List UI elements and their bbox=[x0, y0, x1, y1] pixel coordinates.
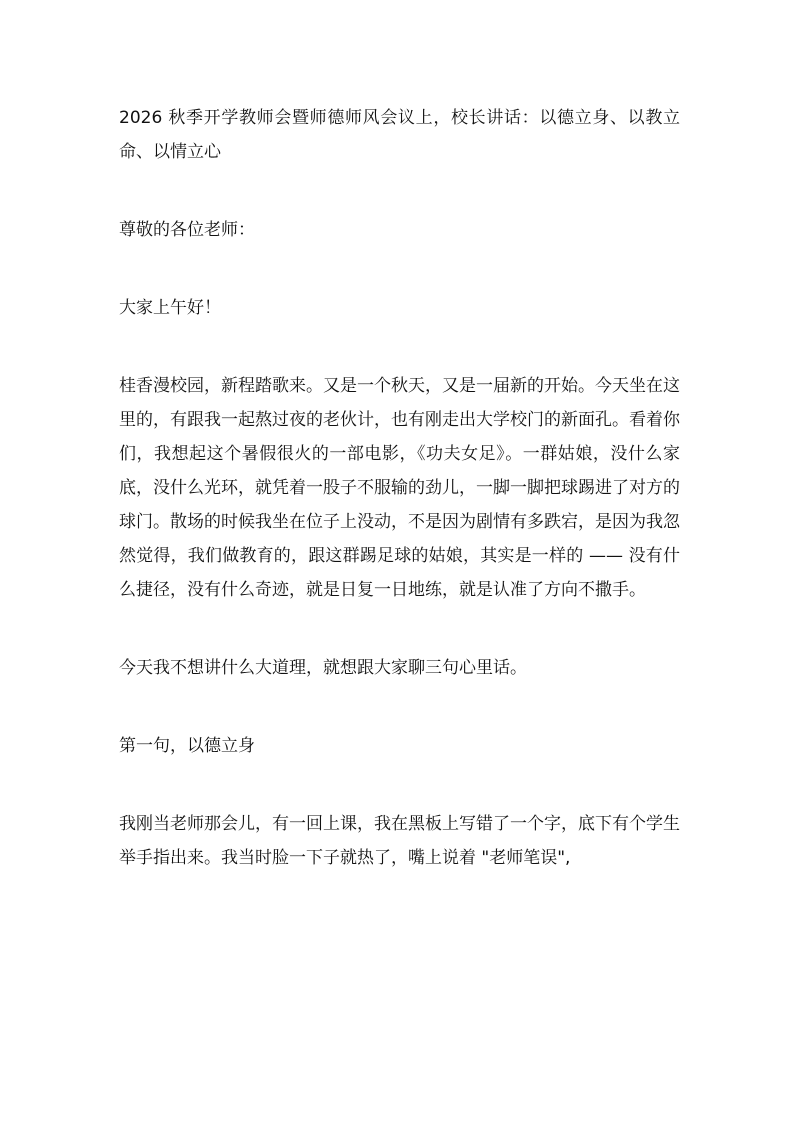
salutation: 尊敬的各位老师： bbox=[119, 220, 255, 240]
section-paragraph: 我刚当老师那会儿，有一回上课，我在黑板上写错了一个字，底下有个学生举手指出来。我当时脸一下子就热了，嘴上说着 "老师笔误", bbox=[119, 814, 680, 868]
intro-paragraph: 今天我不想讲什么大道理，就想跟大家聊三句心里话。 bbox=[119, 658, 527, 678]
section-heading: 第一句，以德立身 bbox=[119, 736, 255, 756]
opening-paragraph: 桂香漫校园，新程踏歌来。又是一个秋天，又是一届新的开始。今天坐在这里的，有跟我一起熬过夜的老伙计，也有刚走出大学校门的新面孔。看着你们，我想起这个暑假很火的一部电影，《功夫女足》。一群姑娘，没什么家底，没什么光环，就凭着一股子不服输的劲儿，一脚一脚把球踢进了对方的球门。散场的时候我坐在位子上没动，不是因为剧情有多跌宕，是因为我忽然觉得，我们做教育的，跟这群踢足球的姑娘，其实是一样的 —— 没有什么捷径，没有什么奇迹，就是日复一日地练，就是认准了方向不撒手。 bbox=[119, 376, 680, 600]
greeting: 大家上午好！ bbox=[119, 298, 221, 318]
document-body bbox=[119, 101, 680, 919]
document-title: 2026 秋季开学教师会暨师德师风会议上，校长讲话：以德立身、以教立命、以情立心 bbox=[119, 108, 680, 162]
